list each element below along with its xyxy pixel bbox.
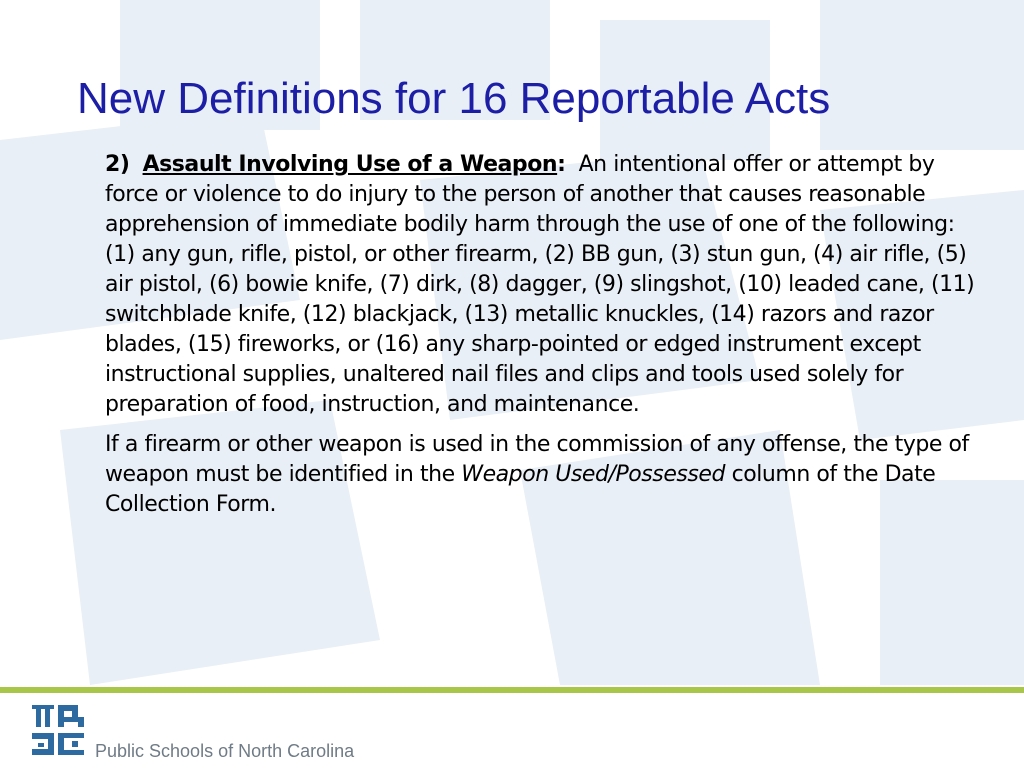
organization-name: Public Schools of North Carolina (95, 741, 355, 761)
slide-title: New Definitions for 16 Reportable Acts (77, 74, 831, 123)
note-emphasis: Weapon Used/Possessed (461, 462, 726, 487)
definition-paragraph (105, 150, 975, 420)
slide-body (105, 150, 975, 520)
term-heading: Assault Involving Use of a Weapon (142, 152, 558, 177)
note-text-before: If a firearm or other weapon is used in the commission of any offense, the type of weapon must be identified in the (105, 432, 969, 487)
item-number: 2) (105, 152, 130, 177)
footer-divider (0, 687, 1024, 693)
psnc-logo-icon (30, 703, 86, 759)
term-colon: : (557, 152, 566, 177)
note-paragraph (105, 430, 975, 520)
note-text-after: column of the Date Collection Form. (105, 462, 936, 517)
term-definition: An intentional offer or attempt by force or violence to do injury to the person of another that causes reasonable apprehension of immediate bodily harm through the use of one of the following: (1) any gun, rifle, pistol, or other firearm, (2) BB gun, (3) stun gun, (4) air rifle, (5) air pistol, (6) bowie knife, (7) dirk, (8) dagger, (9) slingshot, (10) leaded cane, (11) switchblade knife, (12) blackjack, (13) metallic knuckles, (14) razors and razor blades, (15) fireworks, or (16) any sharp-pointed or edged instrument except instructional supplies, unaltered nail files and clips and tools used solely for preparation of food, instruction, and maintenance. (105, 152, 975, 417)
